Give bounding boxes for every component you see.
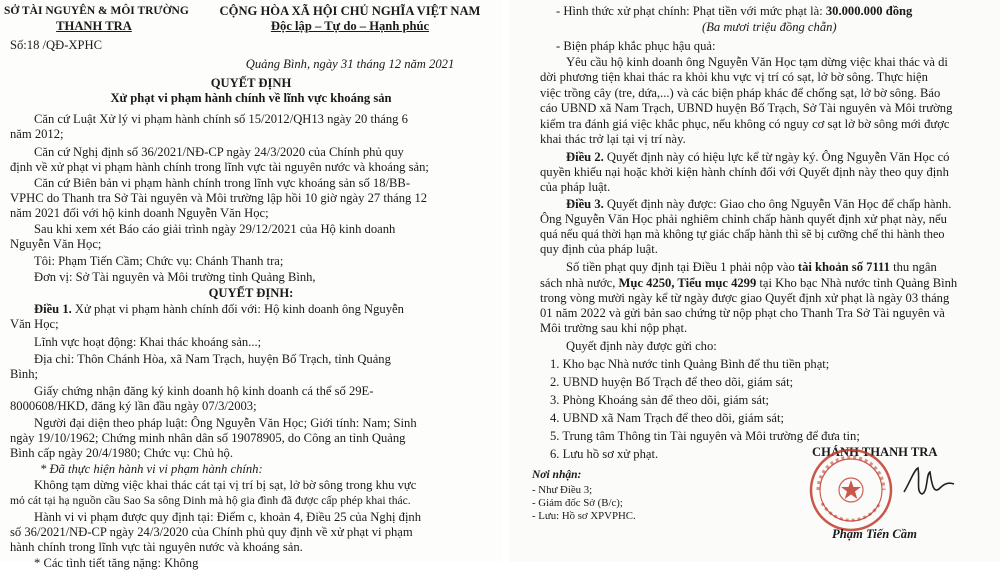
violation-line: hành chính trong lĩnh vực tài nguyên nước và khoáng sản. (10, 540, 303, 554)
article-3-line: quy định của pháp luật. (540, 242, 658, 256)
recipient-item: 2. UBND huyện Bố Trạch để theo dõi, giám sát; (550, 375, 794, 389)
cc-item: - Lưu: Hồ sơ XPVPHC. (532, 510, 636, 522)
article-3-line: quá nếu quá thời hạn mà không tự giác chấp hành thì sẽ bị cưỡng chế thi hành theo (540, 227, 945, 241)
body-line: ngày 19/10/1962; Chứng minh nhân dân số 19078905, do Công an tỉnh Quảng (10, 431, 406, 445)
article-3-label: Điều 3. (566, 197, 604, 211)
body-line: 8000608/HKD, đăng ký lần đầu ngày 07/3/2003; (10, 399, 257, 413)
signer-name: Phạm Tiến Cầm (832, 527, 917, 541)
recipients-heading: Quyết định này được gửi cho: (566, 339, 717, 353)
cc-item: - Giám đốc Sở (B/c); (532, 497, 623, 509)
article-1-text: Xử phạt vi phạm hành chính đối với: Hộ kinh doanh ông Nguyễn (71, 302, 404, 316)
fine-in-words: (Ba mươi triệu đồng chẵn) (702, 20, 837, 34)
cc-item: - Như Điều 3; (532, 484, 593, 496)
body-line: Giấy chứng nhận đăng ký kinh doanh hộ kinh doanh cá thể số 29E- (34, 384, 374, 398)
remedy-line: việc trồng cây (tre, dứa,...) và các biện pháp khác để chống sạt, lở bờ sông. Báo (540, 86, 941, 100)
remedy-line: Yêu cầu hộ kinh doanh ông Nguyễn Văn Học tạm dừng việc khai thác và di (566, 55, 948, 69)
article-2-line: của pháp luật. (540, 180, 611, 194)
account-number: tài khoản số 7111 (797, 260, 890, 274)
page-gap (502, 0, 509, 562)
remedy-line: khai thác trở lại tại vị trí này. (540, 132, 686, 146)
national-motto: Độc lập – Tự do – Hạnh phúc (270, 19, 430, 33)
fine-prefix: - Hình thức xử phạt chính: Phạt tiền với mức phạt là: (556, 4, 826, 18)
payment-line: 01 năm 2022 và gửi bản sao chứng từ nộp phạt cho Thanh Tra Sở Tài nguyên và (540, 306, 945, 320)
decides-heading: QUYẾT ĐỊNH: (208, 286, 294, 300)
recipient-item: 1. Kho bạc Nhà nước tỉnh Quảng Bình để thu tiền phạt; (550, 357, 830, 371)
article-2 (566, 150, 949, 165)
aggravating-line: * Các tình tiết tăng nặng: Không (34, 556, 199, 570)
body-line: Bình; (10, 367, 38, 381)
department-name: THANH TRA (56, 19, 132, 33)
remedy-line: kiểm tra đánh giá việc khắc phục, nếu không có nguy cơ sạt lở bờ sông mới được (540, 117, 950, 131)
legal-basis-line: VPHC do Thanh tra Sở Tài nguyên và Môi trường lập hồi 10 giờ ngày 27 tháng 12 (10, 191, 428, 205)
article-1-label: Điều 1. (34, 302, 72, 316)
violation-heading: * Đã thực hiện hành vi vi phạm hành chính: (40, 462, 263, 476)
republic-heading: CỘNG HÒA XÃ HỘI CHỦ NGHĨA VIỆT NAM (219, 4, 481, 18)
signature-icon (900, 462, 958, 502)
legal-basis-line: định về xử phạt vi phạm hành chính trong lĩnh vực tài nguyên nước và khoáng sản; (10, 160, 429, 174)
article-3 (566, 197, 951, 212)
violation-line: Hành vi vi phạm được quy định tại: Điểm c, khoản 4, Điều 25 của Nghị định (34, 510, 422, 524)
violation-line: số 36/2021/NĐ-CP ngày 24/3/2020 của Chính phủ quy định về xử phạt vi phạm (10, 525, 413, 539)
article-1 (34, 302, 404, 317)
body-line: Người đại diện theo pháp luật: Ông Nguyễn Văn Học; Giới tính: Nam; Sinh (34, 416, 417, 430)
payment-text: thu ngân (889, 260, 937, 274)
legal-basis-line: Căn cứ Nghị định số 36/2021/NĐ-CP ngày 24/3/2020 của Chính phủ quy (34, 145, 404, 159)
legal-basis-line: Sau khi xem xét Báo cáo giải trình ngày 29/12/2021 của Hộ kinh doanh (34, 222, 396, 236)
decision-title: QUYẾT ĐỊNH (210, 76, 292, 90)
article-3-text: Quyết định này được: Giao cho ông Nguyễn Văn Học để chấp hành. (603, 197, 952, 211)
article-2-line: quyền khiếu nại hoặc khởi kiện hành chính đối với Quyết định này theo quy định (540, 165, 949, 179)
recipient-item: 4. UBND xã Nam Trạch để theo dõi, giám sát; (550, 411, 785, 425)
legal-basis-line: năm 2021 đối với hộ kinh doanh Nguyễn Văn Học; (10, 206, 269, 220)
legal-basis-line: Căn cứ Biên bản vi phạm hành chính trong lĩnh vực khoáng sản số 18/BB- (34, 176, 411, 190)
payment-text: tại Kho bạc Nhà nước tỉnh Quảng Bình (756, 276, 958, 290)
legal-basis-line: Căn cứ Luật Xử lý vi phạm hành chính số 15/2012/QH13 ngày 20 tháng 6 (34, 112, 408, 126)
payment-text: sách nhà nước, (540, 276, 619, 290)
remedy-line: cáo UBND xã Nam Trạch, UBND huyện Bố Trạch, Sở Tài nguyên và Môi trường (540, 101, 953, 115)
article-2-label: Điều 2. (566, 150, 604, 164)
payment-line (566, 260, 937, 275)
violation-line: Không tạm dừng việc khai thác cát tại vị trí bị sạt, lở bờ sông trong khu vực (34, 478, 417, 492)
agency-name: SỞ TÀI NGUYÊN & MÔI TRƯỜNG (4, 5, 189, 17)
decision-subject: Xử phạt vi phạm hành chính về lĩnh vực khoáng sản (110, 91, 392, 105)
remedy-line: dời phương tiện khai thác ra khỏi khu vực vị trí có sạt, lở bờ sông. Thực hiện (540, 70, 928, 84)
legal-basis-line: Nguyễn Văn Học; (10, 237, 102, 251)
body-line: Bình cấp ngày 20/4/1980; Chức vụ: Chủ hộ. (10, 446, 234, 460)
recipient-item: 5. Trung tâm Thông tin Tài nguyên và Môi trường để đưa tin; (550, 429, 860, 443)
violation-line: mỏ cát tại hạ nguồn cầu Sao Sa sông Dinh mà hộ gia đình đã được cấp phép khai thác. (10, 494, 411, 507)
cc-heading: Nơi nhận: (532, 469, 582, 481)
fine-line (556, 4, 912, 19)
article-3-line: Ông Nguyễn Văn Học phải nghiêm chỉnh chấp hành quyết định xử phạt này, nếu (540, 212, 947, 226)
recipient-item: 6. Lưu hồ sơ xử phạt. (550, 447, 659, 461)
authority-line: Đơn vị: Sở Tài nguyên và Môi trường tỉnh Quảng Bình, (34, 270, 316, 284)
authority-line: Tôi: Phạm Tiến Cầm; Chức vụ: Chánh Thanh tra; (34, 254, 284, 268)
article-2-text: Quyết định này có hiệu lực kể từ ngày ký. Ông Nguyễn Văn Học có (603, 150, 950, 164)
document-number: Số:18 /QĐ-XPHC (10, 38, 103, 52)
place-date: Quảng Bình, ngày 31 tháng 12 năm 2021 (245, 57, 455, 71)
signer-title: CHÁNH THANH TRA (812, 445, 938, 459)
recipient-item: 3. Phòng Khoáng sản để theo dõi, giám sát; (550, 393, 769, 407)
payment-text: Số tiền phạt quy định tại Điều 1 phải nộp vào (566, 260, 798, 274)
official-seal-icon (808, 447, 894, 533)
remedy-heading: - Biện pháp khắc phục hậu quả: (556, 39, 716, 53)
budget-item: Mục 4250, Tiểu mục 4299 (618, 276, 757, 290)
payment-line: Môi trường sau khi nộp phạt. (540, 321, 688, 335)
body-line: Lĩnh vực hoạt động: Khai thác khoáng sản...; (34, 335, 262, 349)
legal-basis-line: năm 2012; (10, 127, 64, 141)
payment-line: trong vòng mười ngày kể từ ngày được giao Quyết định xử phạt là ngày 03 tháng (540, 291, 950, 305)
fine-amount: 30.000.000 đồng (825, 4, 913, 18)
body-line: Văn Học; (10, 317, 59, 331)
body-line: Địa chỉ: Thôn Chánh Hòa, xã Nam Trạch, huyện Bố Trạch, tỉnh Quảng (34, 352, 391, 366)
payment-line (540, 276, 957, 291)
